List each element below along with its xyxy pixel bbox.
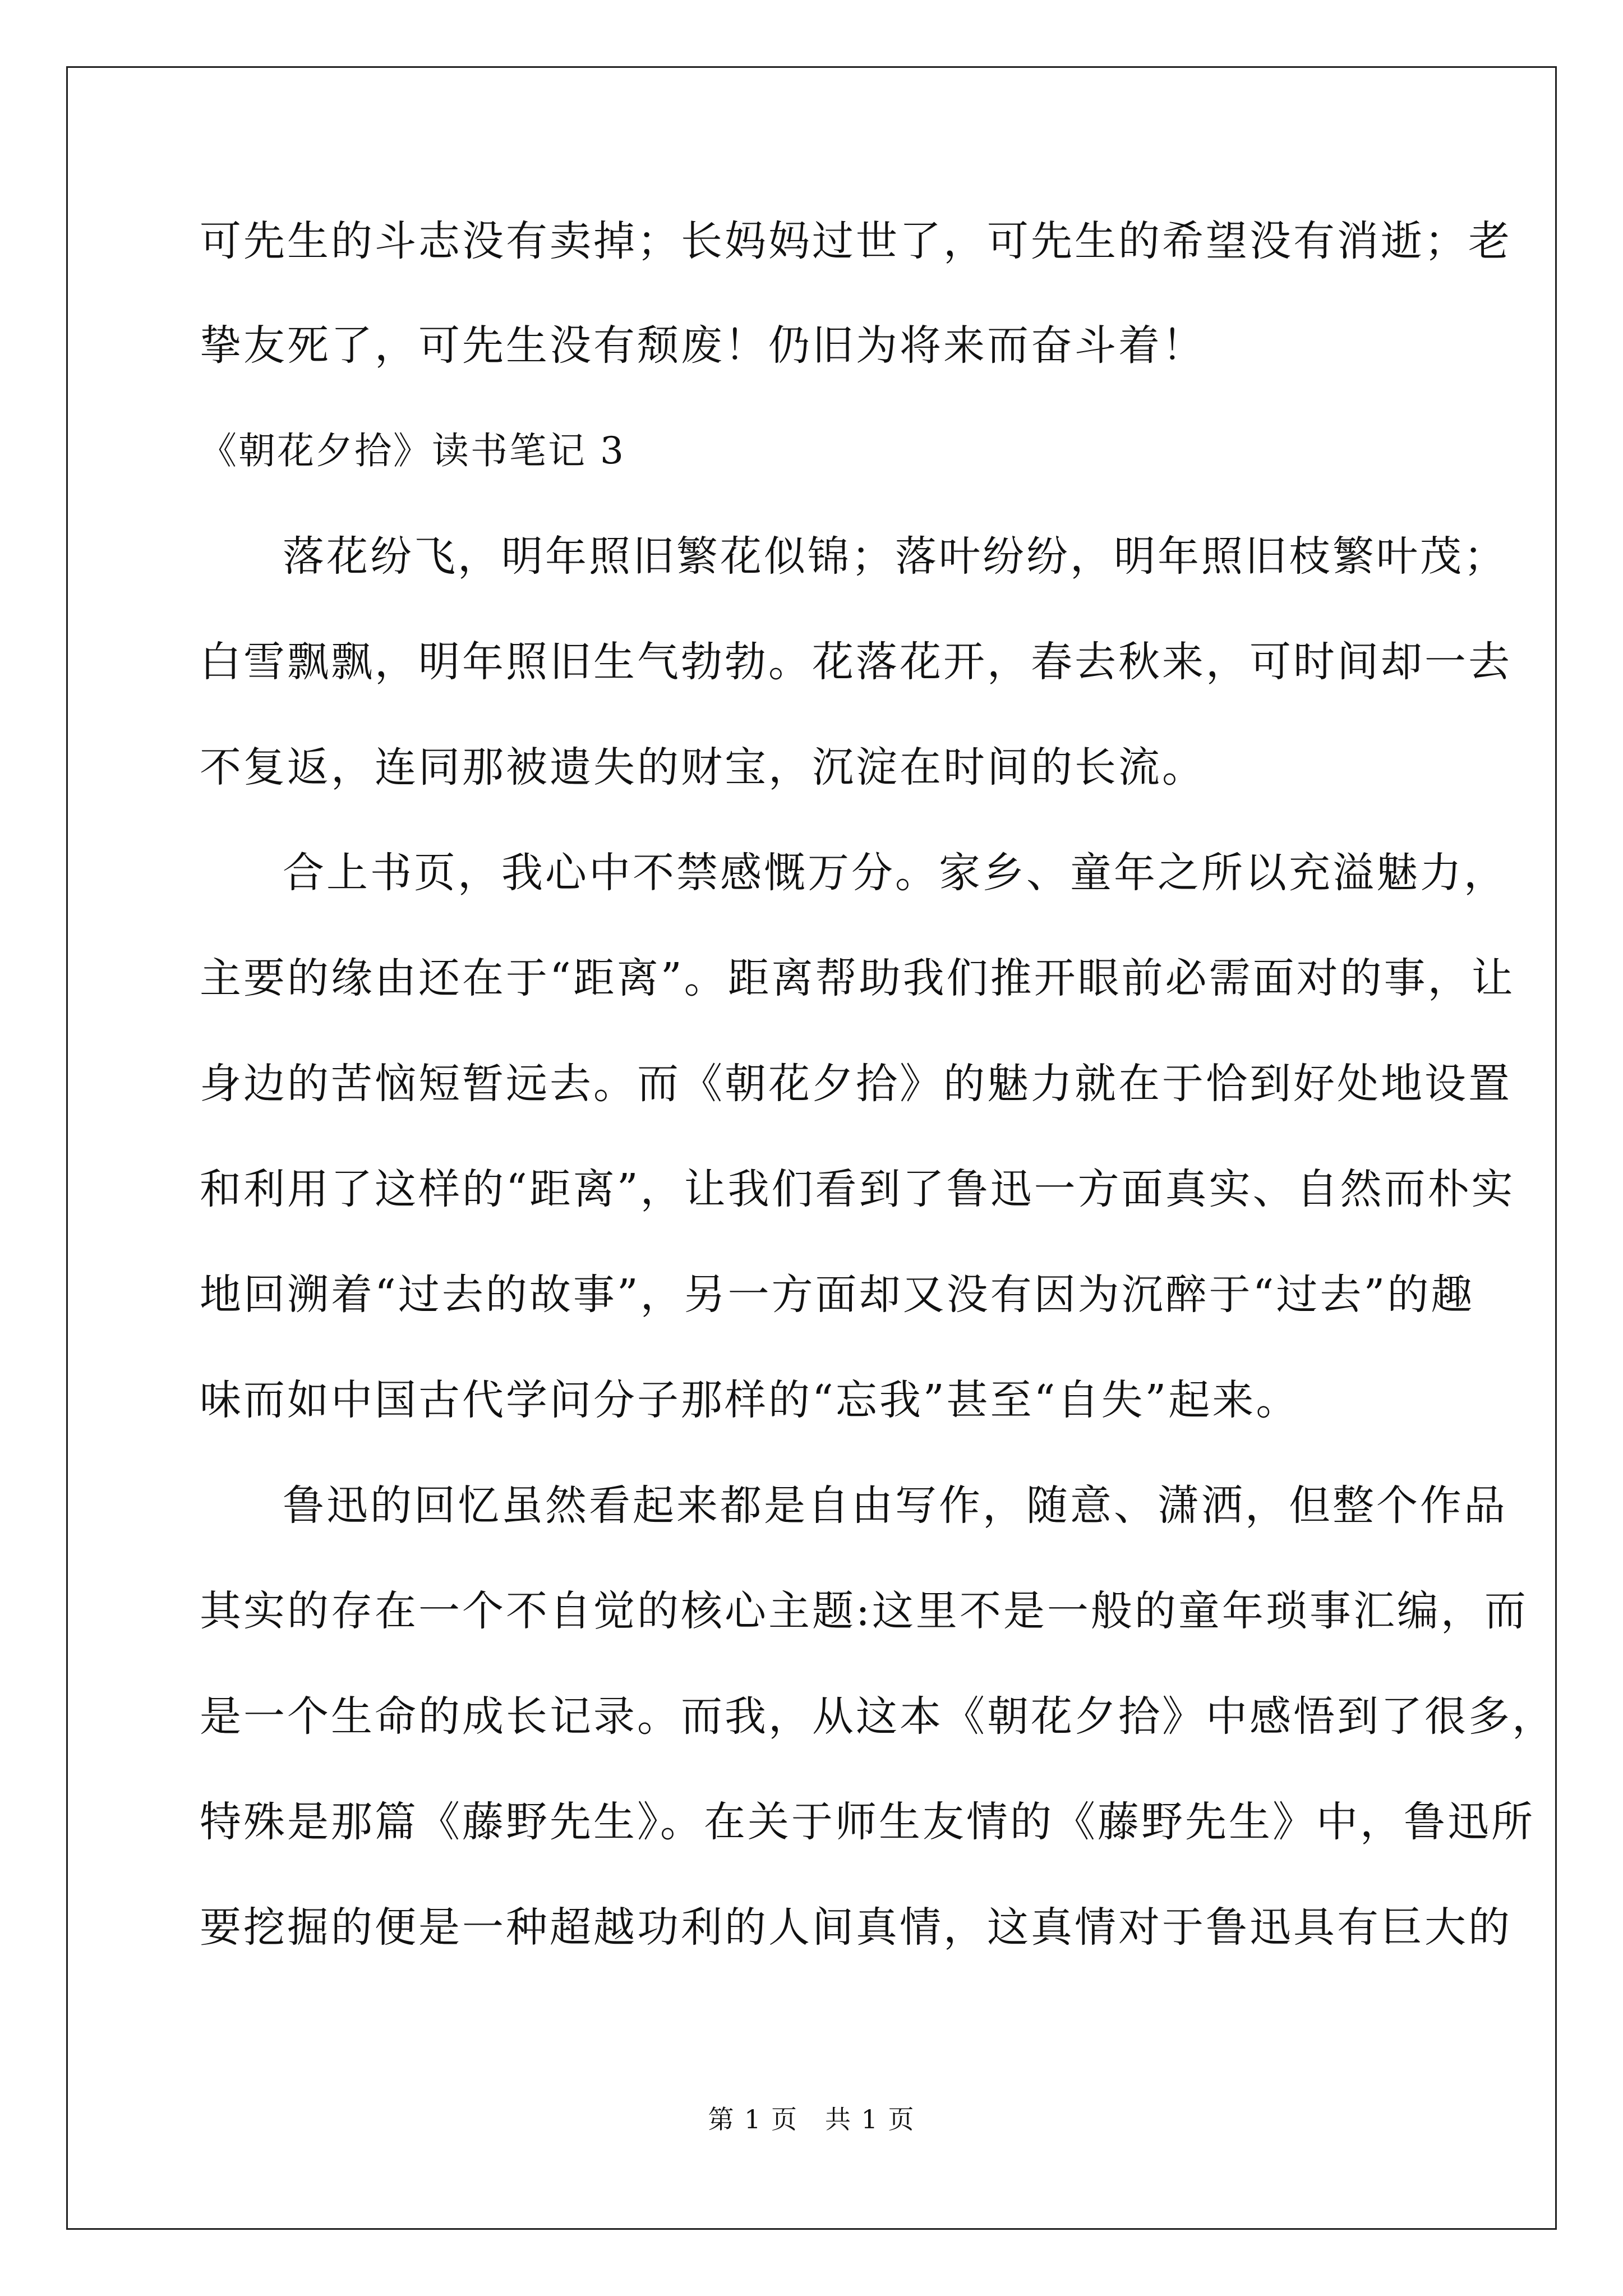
text-line: 可先生的斗志没有卖掉；长妈妈过世了，可先生的希望没有消逝；老 [200, 217, 1512, 265]
text-line: 味而如中国古代学问分子那样的“忘我”甚至“自失”起来。 [200, 1376, 1300, 1424]
text-line: 要挖掘的便是一种超越功利的人间真情，这真情对于鲁迅具有巨大的 [200, 1903, 1512, 1952]
text-line: 特殊是那篇《藤野先生》。在关于师生友情的《藤野先生》中，鲁迅所 [200, 1798, 1535, 1846]
text-line: 其实的存在一个不自觉的核心主题:这里不是一般的童年琐事汇编，而 [200, 1587, 1528, 1635]
text-line: 地回溯着“过去的故事”，另一方面却又没有因为沉醉于“过去”的趣 [200, 1271, 1475, 1319]
text-line: 白雪飘飘，明年照旧生气勃勃。花落花开，春去秋来，可时间却一去 [200, 638, 1512, 686]
paragraph-start: 合上书页，我心中不禁感慨万分。家乡、童年之所以充溢魅力， [283, 849, 1507, 897]
page-number-footer: 第 1 页 共 1 页 [708, 2104, 915, 2134]
section-title: 《朝花夕拾》读书笔记 3 [200, 429, 625, 472]
text-line: 和利用了这样的“距离”，让我们看到了鲁迅一方面真实、自然而朴实 [200, 1165, 1515, 1213]
text-line: 不复返，连同那被遗失的财宝，沉淀在时间的长流。 [200, 743, 1206, 792]
text-line: 身边的苦恼短暂远去。而《朝花夕拾》的魅力就在于恰到好处地设置 [200, 1060, 1512, 1108]
text-line: 主要的缘由还在于“距离”。距离帮助我们推开眼前必需面对的事，让 [200, 954, 1515, 1002]
paragraph-start: 鲁迅的回忆虽然看起来都是自由写作，随意、潇洒，但整个作品 [283, 1481, 1507, 1530]
paragraph-start: 落花纷飞，明年照旧繁花似锦；落叶纷纷，明年照旧枝繁叶茂； [283, 532, 1507, 581]
text-line: 挚友死了，可先生没有颓废！仍旧为将来而奋斗着！ [200, 321, 1206, 370]
text-line: 是一个生命的成长记录。而我，从这本《朝花夕拾》中感悟到了很多， [200, 1692, 1556, 1741]
